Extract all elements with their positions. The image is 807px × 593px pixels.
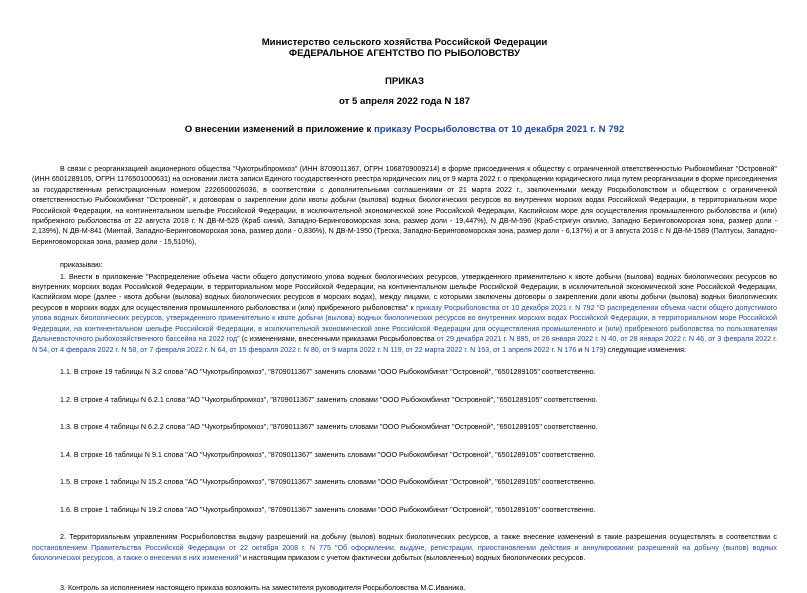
point-1-text-a: 1. Внести в приложение "Распределение объема части общего допустимого улова водных биологических ресурсов, утвержденного применительно к квоте добычи (вылова) водных биологических ресурсов во внутренних морских водах Российской Федерации, в территориальном море Российской Федерации, на континентальном шельфе Российской Федерации, в исключительной экономической зоне Российской Федерации, Каспийском море (далее - квота добычи (вылова) водных биологических ресурсов в морских водах), между лицами, с которыми заключены договоры о закреплении доли квоты добычи (вылова) водных биологических ресурсов в морских водах для осуществления промышленного рыболовства и (или) прибрежного рыболовства" к [32, 272, 777, 312]
doc-type: ПРИКАЗ [385, 76, 424, 87]
amending-orders-link[interactable]: от 29 декабря 2021 г. N 885, от 26 января 2022 г. N 40, от 28 января 2022 г. N 46, от 3 февраля 2022 г. N 54, от 4 февраля 2022 г. N 58, от 7 февраля 2022 г. N 64, от 15 февраля 2022 г. N 80, от 9 марта 2022 г. N 119, от 22 марта 2022 г. N 153, от 1 апреля 2022 г. N 176 [32, 335, 777, 354]
point-2-text-a: 2. Территориальным управлениям Росрыболовства выдачу разрешений на добычу (вылов) водных биологических ресурсов, а также внесение изменений в такие разрешения осуществлять в соответствии с [60, 533, 777, 542]
ministry-name: Министерство сельского хозяйства Российской Федерации [261, 37, 548, 48]
list-item: 1.6. В строке 1 таблицы N 19.2 слова "АО "Чукотрыбпромхоз", "8709011367" заменить словами "ООО Рыбокомбинат "Островной", "6501289105" соответственно. [60, 505, 596, 514]
point-1-text-c: и [576, 345, 585, 354]
title-order-link[interactable]: приказу Росрыболовства от 10 декабря 2021 г. N 792 [373, 124, 625, 135]
point-1-paragraph [32, 272, 777, 355]
list-item: 1.5. В строке 1 таблицы N 15.2 слова "АО "Чукотрыбпромхоз", "8709011367" заменить словами "ООО Рыбокомбинат "Островной", "6501289105" соответственно. [60, 478, 596, 487]
order-179-link[interactable]: N 179 [584, 345, 604, 354]
point-1-text-d: ) следующие изменения: [603, 345, 687, 354]
list-item: 1.2. В строке 4 таблицы N 6.2.1 слова "АО "Чукотрыбпромхоз", "8709011367" заменить словами "ООО Рыбокомбинат "Островной", "6501289105" соответственно. [60, 395, 598, 404]
doc-date: от 5 апреля 2022 года N 187 [339, 96, 470, 107]
list-item: 1.1. В строке 19 таблицы N 3.2 слова "АО "Чукотрыбпромхоз", "8709011367" заменить словами "ООО Рыбокомбинат "Островной", "6501289105" соответственно. [60, 367, 596, 376]
doc-title-prefix: О внесении изменений в приложение к [184, 124, 374, 135]
order-792-link[interactable]: приказу Росрыболовства от 10 декабря 2021 г. N 792 "О распределении объема части общего допустимого улова водных биологических ресурсов, утвержденного применительно к квоте добычи (вылова) водных биологических ресурсов во внутренних морских водах Российской Федерации, в территориальном море Российской Федерации, на континентальном шельфе Российской Федерации, в исключительной экономической зоне Российской Федерации для осуществления промышленного и (или) прибрежного рыболовства по пользователям Дальневосточного рыбохозяйственного бассейна на 2022 год" [32, 303, 777, 344]
prikazyvayu-line: приказываю: [60, 261, 103, 270]
point-2-text-b: и настоящим приказом с учетом фактически добытых (выловленных) водных биологических ресурсов. [240, 554, 586, 563]
preamble-paragraph: В связи с реорганизацией акционерного общества "Чукотрыбпромхоз" (ИНН 8709011367, ОГРН 1068709009214) в форме присоединения к обществу с ограниченной ответственностью Рыбокомбинат "Островной" (ИНН 6501289105, ОГРН 1176501000631) на основании листа записи Единого государственного реестра юридических лиц от 9 марта 2022 г. о прекращении юридического лица путем реорганизации в форме присоединения за государственным регистрационным номером 2226500026036, в соответствии с дополнительными соглашениями от 21 марта 2022 г., заключенными между Росрыболовством и обществом с ограниченной ответственностью Рыбокомбинат "Островной", к договорам о закреплении доли квоты добычи (вылова) водных биологических ресурсов во внутренних морских водах Российской Федерации, в территориальном море Российской Федерации, на континентальном шельфе Российской Федерации, в исключительной экономической зоне Российской Федерации, Каспийском море для осуществления промышленного рыболовства и (или) прибрежного рыболовства от 22 августа 2018 г. N ДВ-М-525 (Краб синий, Западно-Беринговоморская зона, размер доли - 19,447%), N ДВ-М-596 (Краб-стригун опилио, Западно Беринговоморская зона, размер доли - 2,139%), N ДВ-М-841 (Минтай, Западно-Беринговоморская зона, размер доли - 0,836%), N ДВ-М-1950 (Треска, Западно-Беринговоморская зона, размер доли - 6,137%) и от 3 августа 2018 г. N ДВ-М-1589 (Палтусы, Западно-Беринговоморская зона, размер доли - 15,510%), [32, 165, 777, 246]
point-3-paragraph: 3. Контроль за исполнением настоящего приказа возложить на заместителя руководителя Росрыболовства М.С.Иваника. [60, 583, 466, 592]
point-2-paragraph [32, 532, 777, 563]
doc-title [32, 124, 777, 135]
list-item: 1.4. В строке 16 таблицы N 9.1 слова "АО "Чукотрыбпромхоз", "8709011367" заменить словами "ООО Рыбокомбинат "Островной", "6501289105" соответственно. [60, 450, 596, 459]
point-1-text-b: (с изменениями, внесенными приказами Росрыболовства [239, 335, 437, 344]
government-decree-775-link[interactable]: постановлением Правительства Российской Федерации от 22 октября 2008 г. N 775 "Об оформлении, выдаче, регистрации, приостановлении действия и аннулировании разрешений на добычу (вылов) водных биологических ресурсов, а также о внесении в них изменений" [32, 543, 777, 563]
list-item: 1.3. В строке 4 таблицы N 6.2.2 слова "АО "Чукотрыбпромхоз", "8709011367" заменить словами "ООО Рыбокомбинат "Островной", "6501289105" соответственно. [60, 423, 598, 432]
agency-name: ФЕДЕРАЛЬНОЕ АГЕНТСТВО ПО РЫБОЛОВСТВУ [288, 48, 521, 59]
